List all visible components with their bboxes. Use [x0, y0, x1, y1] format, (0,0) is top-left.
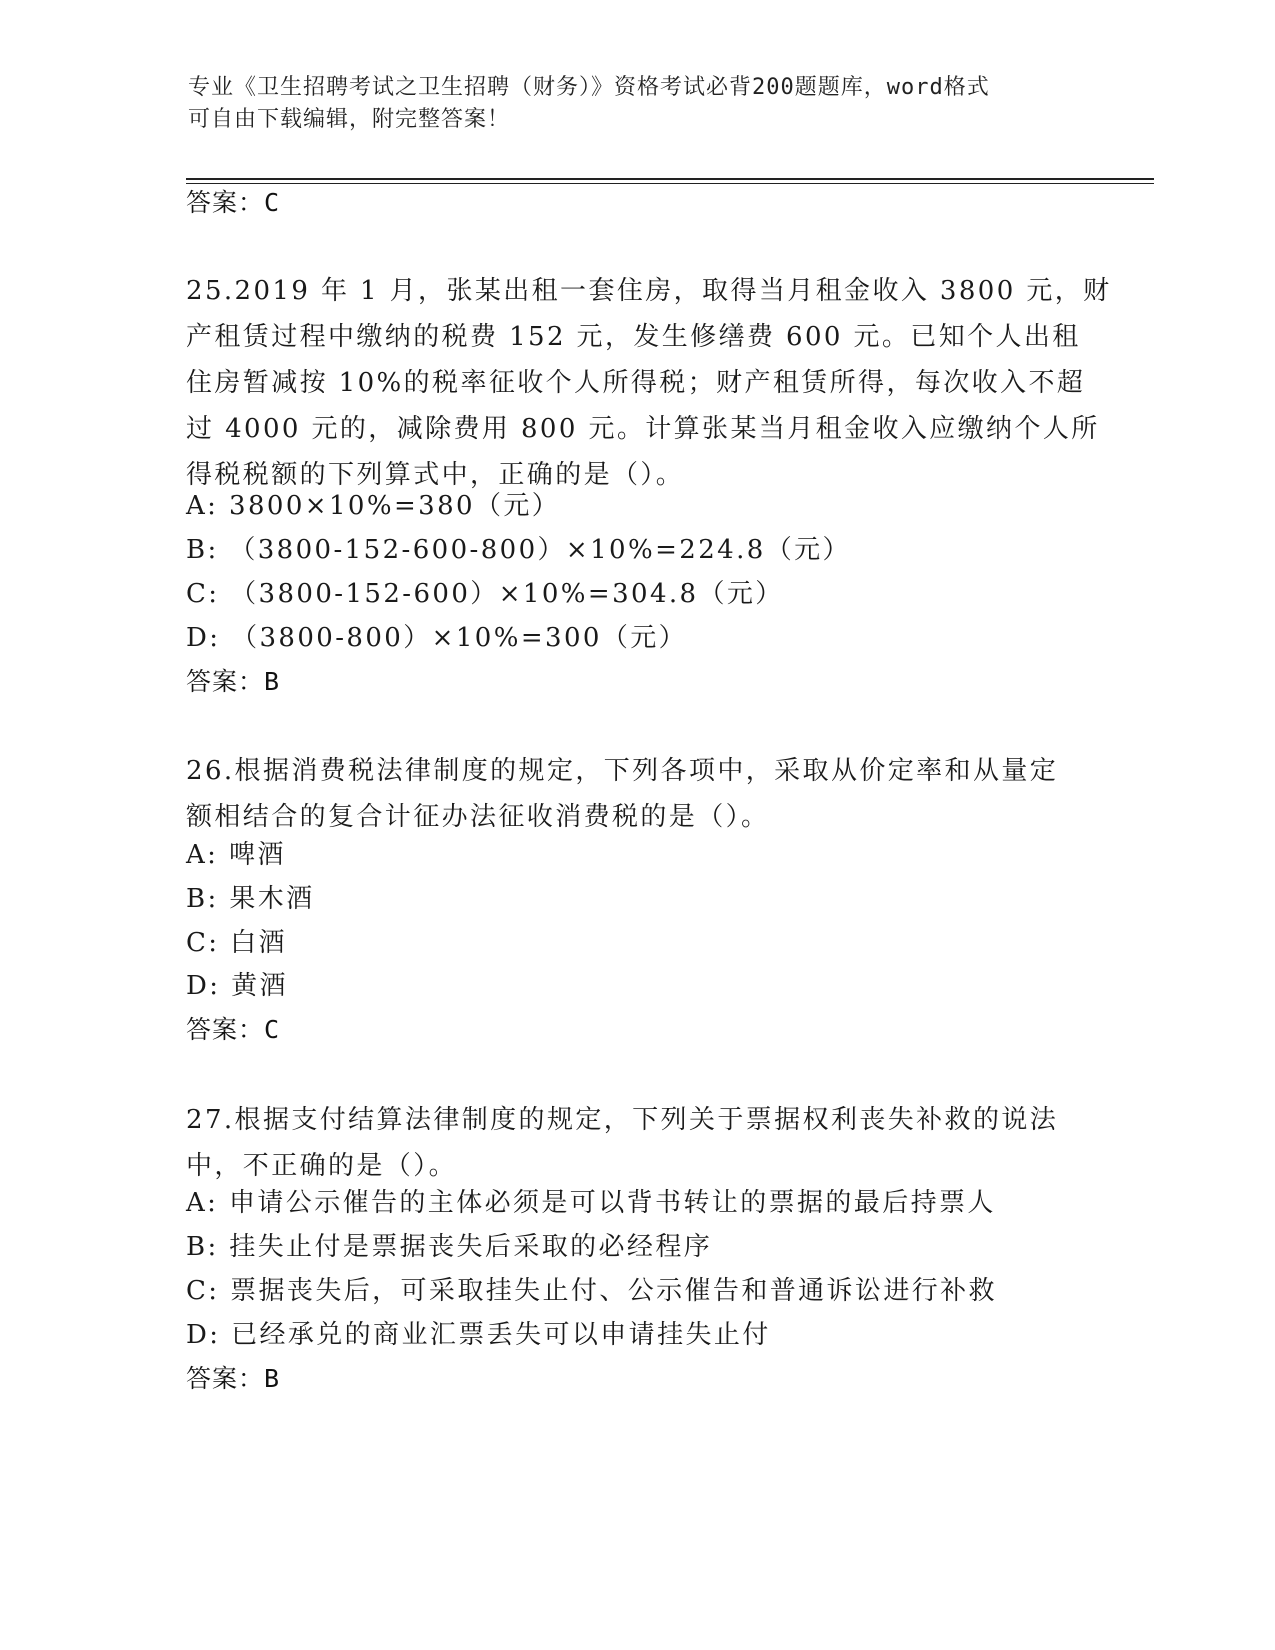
document-header	[188, 72, 1068, 136]
question-line: 过 4000 元的，减除费用 800 元。计算张某当月租金收入应缴纳个人所	[186, 414, 1100, 444]
question-line: 得税税额的下列算式中，正确的是（）。	[186, 460, 685, 490]
question-25	[186, 268, 1112, 498]
question-26-option-b: B: 果木酒	[186, 884, 315, 914]
question-26-answer: 答案：C	[186, 1015, 281, 1044]
question-27-option-d: D: 已经承兑的商业汇票丢失可以申请挂失止付	[186, 1320, 771, 1350]
question-line: 26.根据消费税法律制度的规定，下列各项中，采取从价定率和从量定	[186, 756, 1059, 786]
header-line: 专业《卫生招聘考试之卫生招聘（财务）》资格考试必背200题题库，word格式	[188, 75, 990, 100]
question-line: 中，不正确的是（）。	[186, 1151, 458, 1181]
question-line: 额相结合的复合计征办法征收消费税的是（）。	[186, 802, 770, 832]
header-divider	[186, 178, 1154, 180]
question-line: 27.根据支付结算法律制度的规定，下列关于票据权利丧失补救的说法	[186, 1105, 1059, 1135]
question-27-option-c: C: 票据丧失后，可采取挂失止付、公示催告和普通诉讼进行补救	[186, 1276, 997, 1306]
answer-previous: 答案：C	[186, 188, 281, 217]
header-line: 可自由下载编辑，附完整答案！	[188, 107, 511, 132]
question-26-option-c: C: 白酒	[186, 928, 287, 958]
question-line: 住房暂减按 10%的税率征收个人所得税；财产租赁所得，每次收入不超	[186, 368, 1086, 398]
question-line: 25.2019 年 1 月，张某出租一套住房，取得当月租金收入 3800 元，财	[186, 276, 1112, 306]
question-27-option-a: A: 申请公示催告的主体必须是可以背书转让的票据的最后持票人	[186, 1188, 996, 1218]
question-25-option-b: B: （3800-152-600-800）×10%=224.8（元）	[186, 535, 851, 565]
question-26	[186, 748, 1086, 840]
question-27-option-b: B: 挂失止付是票据丧失后采取的必经程序	[186, 1232, 713, 1262]
question-25-answer: 答案：B	[186, 667, 281, 696]
question-26-option-d: D: 黄酒	[186, 971, 288, 1001]
question-line: 产租赁过程中缴纳的税费 152 元，发生修缮费 600 元。已知个人出租	[186, 322, 1081, 352]
question-27	[186, 1097, 1086, 1189]
question-27-answer: 答案：B	[186, 1364, 281, 1393]
question-25-option-c: C: （3800-152-600）×10%=304.8（元）	[186, 579, 784, 609]
question-25-option-d: D: （3800-800）×10%=300（元）	[186, 623, 688, 653]
question-25-option-a: A: 3800×10%=380（元）	[186, 491, 561, 521]
header-divider-thin	[186, 183, 1154, 184]
question-26-option-a: A: 啤酒	[186, 840, 286, 870]
